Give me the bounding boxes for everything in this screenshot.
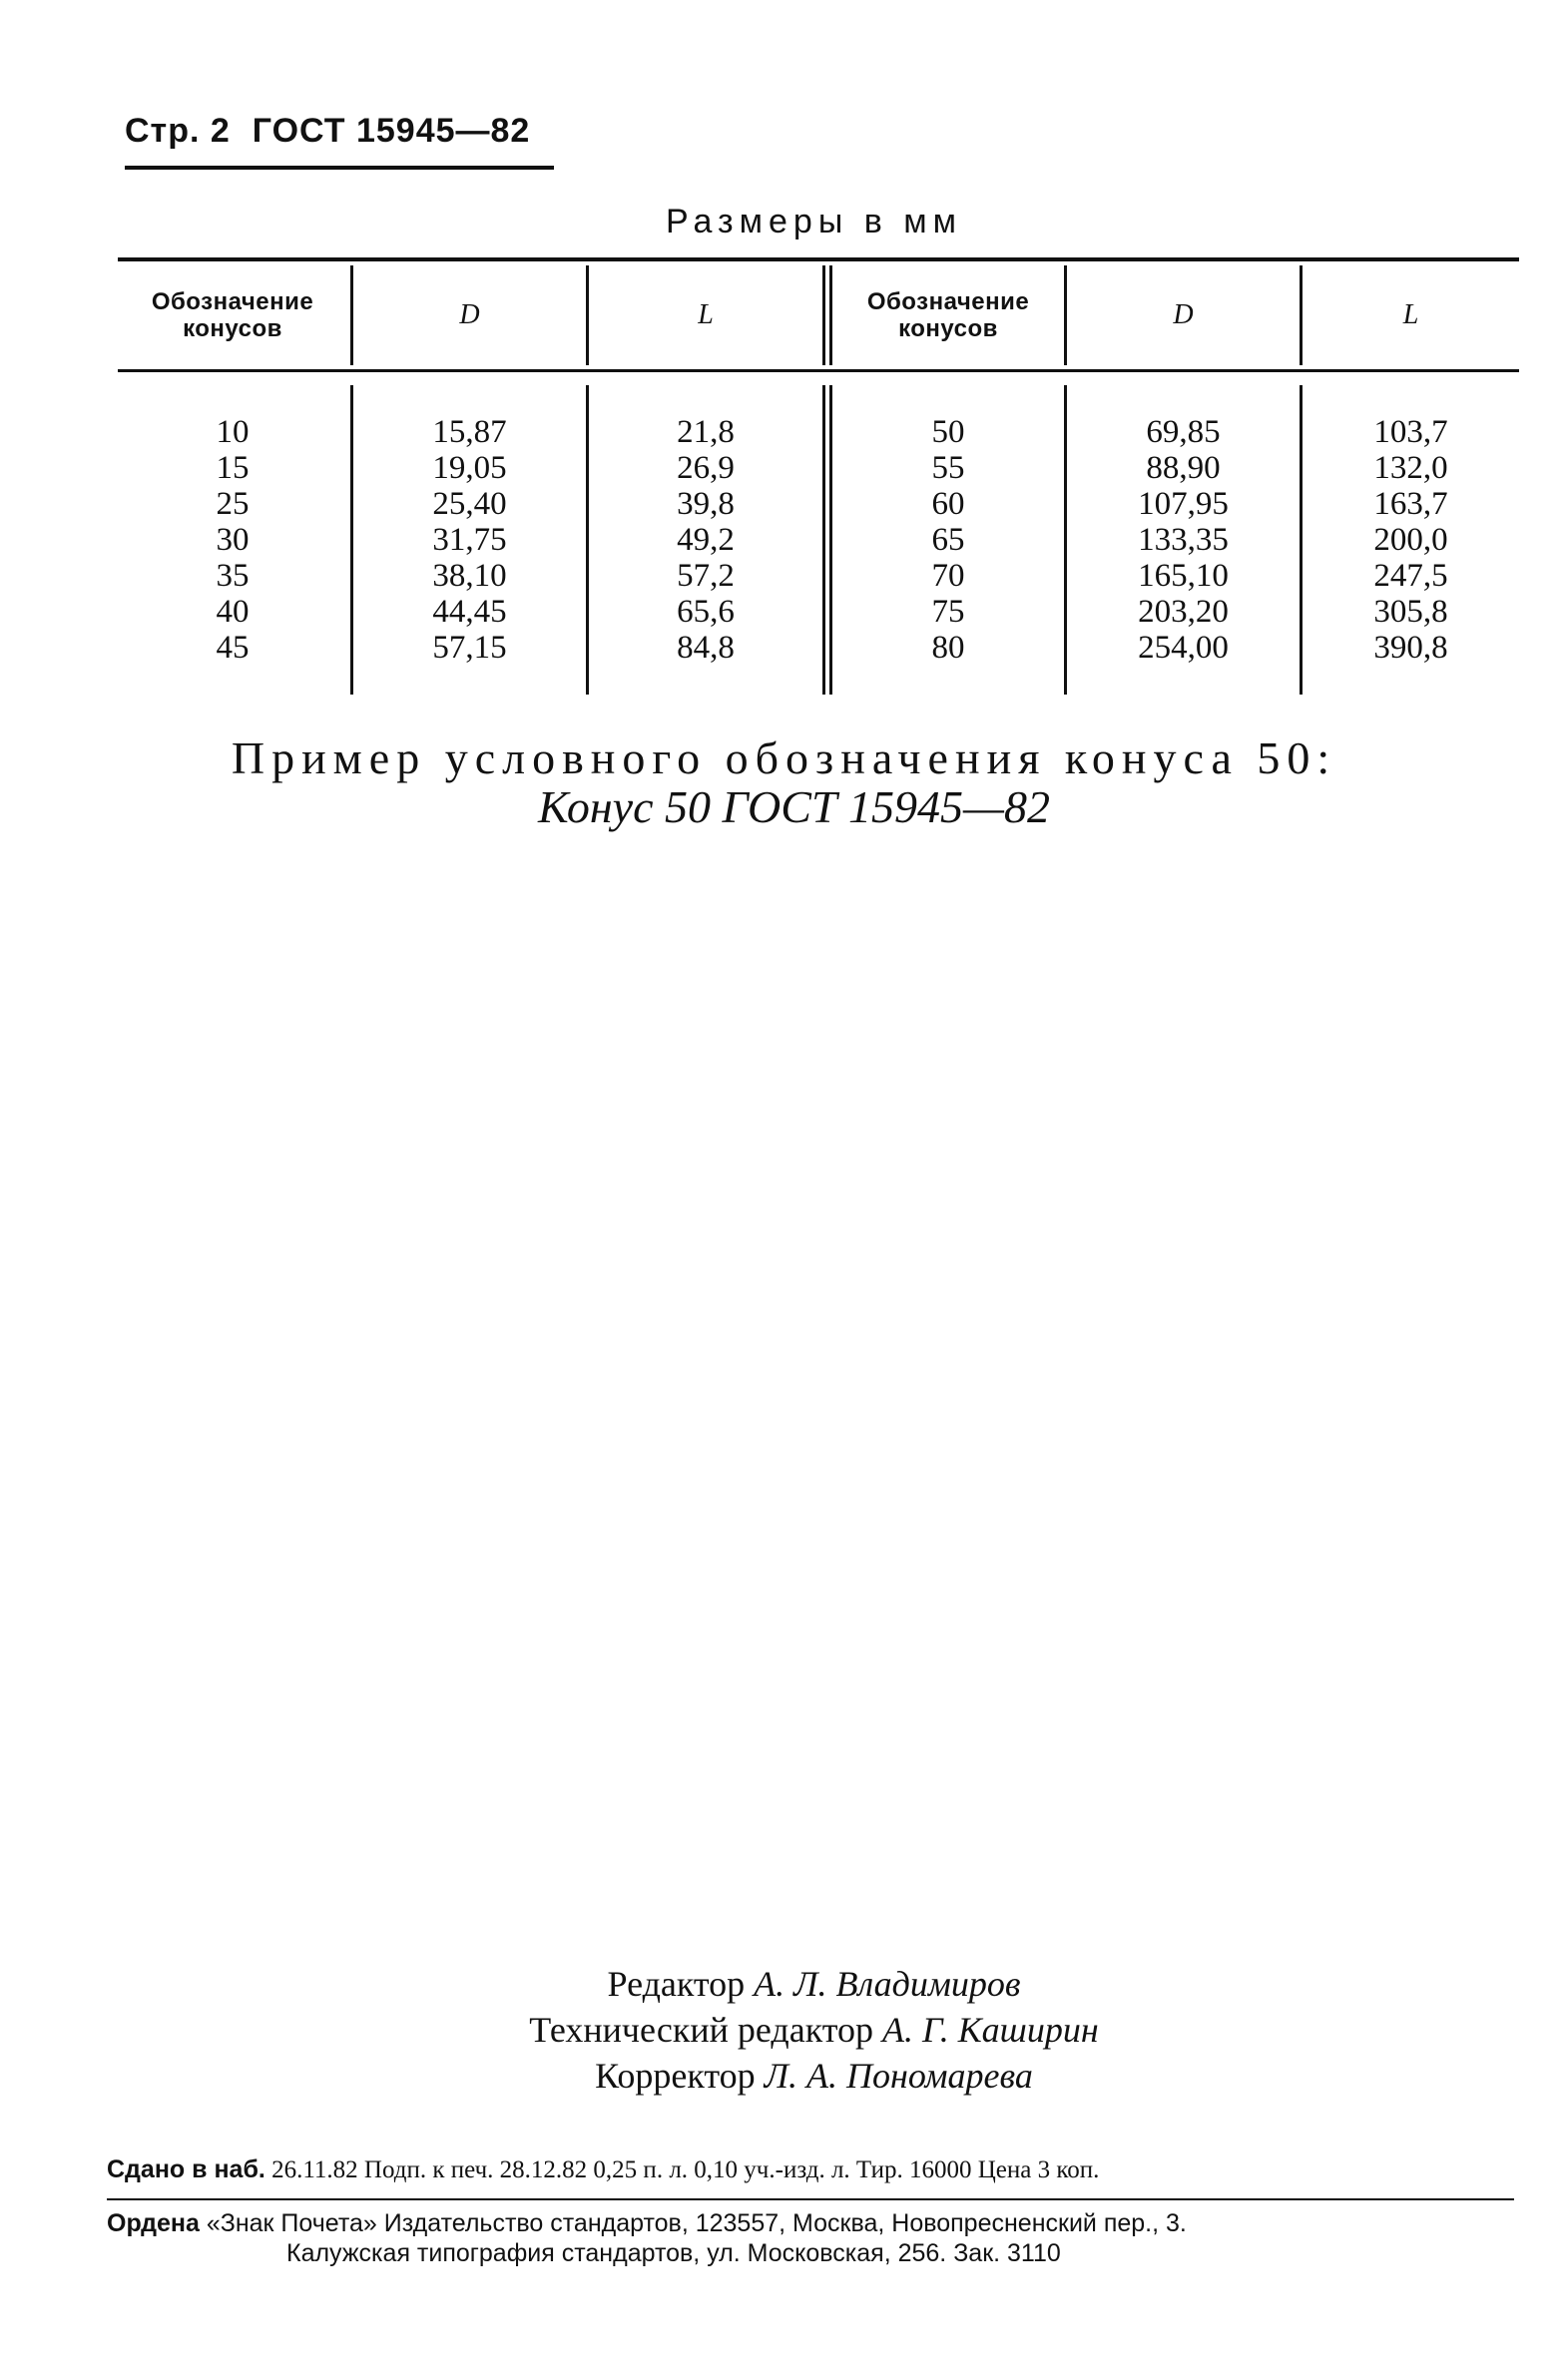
- credit-role: Редактор: [607, 1964, 746, 2004]
- table-cell: 75: [931, 594, 965, 630]
- standard-number: ГОСТ 15945—82: [252, 112, 531, 150]
- column-designation-right: [832, 414, 1064, 666]
- credits-block: [0, 1961, 1568, 2099]
- credit-editor: [60, 1961, 1568, 2007]
- table-cell: 25: [216, 486, 250, 522]
- credit-person: А. Л. Владимиров: [754, 1964, 1021, 2004]
- table-cell: 44,45: [432, 594, 507, 630]
- table-cell: 88,90: [1146, 450, 1221, 486]
- table-cell: 40: [216, 594, 250, 630]
- table-cell: 107,95: [1138, 486, 1229, 522]
- table-cell: 38,10: [432, 558, 507, 594]
- column-header-d: D: [459, 299, 480, 330]
- table-cell: 163,7: [1373, 486, 1448, 522]
- table-cell: 35: [216, 558, 250, 594]
- imprint-lead: Сдано в наб.: [107, 2155, 265, 2183]
- column-header-designation: Обозначение конусов: [866, 288, 1030, 342]
- table-cell: 57,2: [677, 558, 735, 594]
- table-cell: 65: [931, 522, 965, 558]
- credit-proofreader: [60, 2053, 1568, 2099]
- publisher-info: [107, 2208, 1514, 2268]
- table-cell: 200,0: [1373, 522, 1448, 558]
- table-cell: 305,8: [1373, 594, 1448, 630]
- table-cell: 70: [931, 558, 965, 594]
- table-cell: 19,05: [432, 450, 507, 486]
- table-cell: 10: [216, 414, 250, 450]
- table-cell: 80: [931, 630, 965, 666]
- table-header-rule: [118, 369, 1519, 372]
- page-header: [125, 112, 530, 151]
- table-cell: 254,00: [1138, 630, 1229, 666]
- designation-example-label: Пример условного обозначения конуса 50:: [231, 732, 1337, 783]
- table-cell: 55: [931, 450, 965, 486]
- table-cell: 69,85: [1146, 414, 1221, 450]
- table-cell: 390,8: [1373, 630, 1448, 666]
- table-cell: 84,8: [677, 630, 735, 666]
- page-number: Стр. 2: [125, 112, 231, 150]
- table-cell: 50: [931, 414, 965, 450]
- table-cell: 133,35: [1138, 522, 1229, 558]
- column-divider: [822, 385, 825, 695]
- table-cell: 15,87: [432, 414, 507, 450]
- credit-role: Корректор: [595, 2056, 756, 2096]
- table-top-rule: [118, 257, 1519, 261]
- table-cell: 15: [216, 450, 250, 486]
- imprint-text: 26.11.82 Подп. к печ. 28.12.82 0,25 п. л. 0,10 уч.-изд. л. Тир. 16000 Цена 3 коп.: [271, 2156, 1100, 2183]
- table-cell: 203,20: [1138, 594, 1229, 630]
- column-divider: [822, 265, 825, 365]
- footer-rule: [107, 2198, 1514, 2200]
- publisher-lead: Ордена: [107, 2209, 200, 2237]
- table-cell: 49,2: [677, 522, 735, 558]
- table-cell: 103,7: [1373, 414, 1448, 450]
- column-l-right: [1303, 414, 1519, 666]
- table-cell: 65,6: [677, 594, 735, 630]
- column-header-designation: Обозначение конусов: [151, 288, 314, 342]
- column-designation-left: [118, 414, 347, 666]
- table-cell: 31,75: [432, 522, 507, 558]
- table-cell: 39,8: [677, 486, 735, 522]
- table-cell: 26,9: [677, 450, 735, 486]
- credit-technical-editor: [60, 2007, 1568, 2053]
- table-cell: 45: [216, 630, 250, 666]
- table-cell: 247,5: [1373, 558, 1448, 594]
- credit-person: А. Г. Каширин: [882, 2010, 1099, 2050]
- column-header-d: D: [1173, 299, 1194, 330]
- header-rule: [125, 166, 554, 170]
- column-d-left: [353, 414, 586, 666]
- designation-example-code: Конус 50 ГОСТ 15945—82: [538, 781, 1050, 832]
- table-cell: 165,10: [1138, 558, 1229, 594]
- publisher-line-1: «Знак Почета» Издательство стандартов, 123557, Москва, Новопресненский пер., 3.: [206, 2209, 1187, 2237]
- column-l-left: [589, 414, 822, 666]
- column-header-l: L: [1402, 299, 1419, 330]
- publisher-line-2: Калужская типография стандартов, ул. Московская, 256. Зак. 3110: [286, 2239, 1061, 2267]
- table-cell: 30: [216, 522, 250, 558]
- table-cell: 21,8: [677, 414, 735, 450]
- column-header-l: L: [698, 299, 714, 330]
- table-cell: 57,15: [432, 630, 507, 666]
- table-cell: 132,0: [1373, 450, 1448, 486]
- table-cell: 25,40: [432, 486, 507, 522]
- table-cell: 60: [931, 486, 965, 522]
- credit-person: Л. А. Пономарева: [764, 2056, 1033, 2096]
- table-caption: Размеры в мм: [665, 203, 962, 240]
- column-d-right: [1067, 414, 1300, 666]
- credit-role: Технический редактор: [529, 2010, 873, 2050]
- print-imprint: [107, 2155, 1514, 2184]
